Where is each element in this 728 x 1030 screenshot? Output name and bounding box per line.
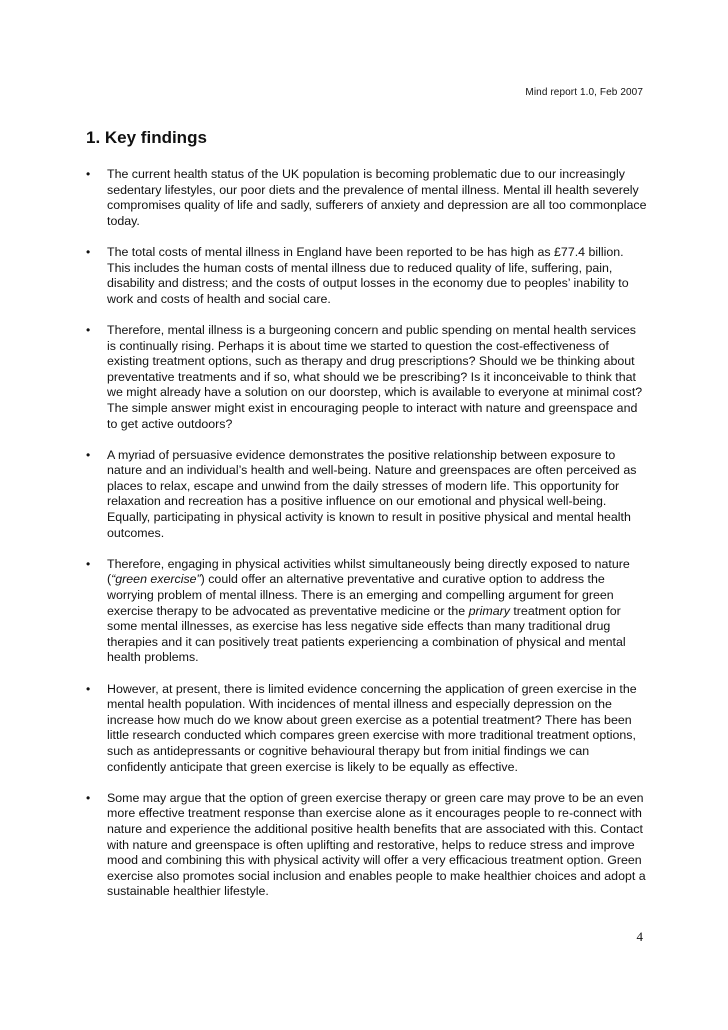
list-item: [86, 245, 648, 307]
bullet-icon: •: [86, 244, 91, 259]
section-title: 1. Key findings: [86, 128, 207, 147]
finding-text-part: Therefore, engaging in physical activities whilst simultaneously being directly exposed to nature (: [107, 556, 630, 587]
report-reference: Mind report 1.0, Feb 2007: [525, 87, 643, 98]
finding-text: A myriad of persuasive evidence demonstrates the positive relationship between exposure to nature and an individual’s health and well-being. Nature and greenspaces are often perceived as places to relax, escape and unwind from the daily stresses of modern life. This opportunity for relaxation and recreation has a positive influence on our emotional and physical well-being. Equally, participating in physical activity is known to result in positive physical and mental health outcomes.: [107, 447, 637, 540]
finding-text: Therefore, mental illness is a burgeoning concern and public spending on mental health services is continually rising. Perhaps it is about time we started to question the cost-effectiveness of existing treatment options, such as therapy and drug prescriptions? Should we be thinking about preventative treatments and if so, what should we be prescribing? Is it inconceivable to think that we might already have a solution on our doorstep, which is available to everyone at minimal cost? The simple answer might exist in encouraging people to interact with nature and greenspace and to get active outdoors?: [107, 322, 643, 431]
bullet-icon: •: [86, 681, 91, 696]
finding-text: However, at present, there is limited evidence concerning the application of green exercise in the mental health population. With incidences of mental illness and especially depression on the increase how much do we know about green exercise as a potential treatment? There has been little research conducted which compares green exercise with more traditional treatment options, such as antidepressants or cognitive behavioural therapy but from initial findings we can confidently anticipate that green exercise is likely to be equally as effective.: [107, 681, 637, 774]
finding-text-part: treatment option for some mental illnesses, as exercise has less negative side effects than many traditional drug therapies and it can positively treat patients experiencing a combination of physical and mental health problems.: [107, 603, 626, 665]
finding-text: The total costs of mental illness in England have been reported to be has high as £77.4 billion. This includes the human costs of mental illness due to reduced quality of life, suffering, pain, disability and distress; and the costs of output losses in the economy due to peoples’ inability to work and costs of health and social care.: [107, 244, 629, 306]
finding-text-part: ) could offer an alternative preventative and curative option to address the worrying problem of mental illness. There is an emerging and compelling argument for green exercise therapy to be advocated as preventative medicine or the: [107, 572, 614, 618]
list-item: [86, 682, 648, 776]
page-number: 4: [636, 929, 643, 944]
bullet-icon: •: [86, 322, 91, 337]
list-item: [86, 557, 648, 666]
primary-emphasis: primary: [468, 603, 510, 618]
finding-text: Some may argue that the option of green exercise therapy or green care may prove to be an even more effective treatment response than exercise alone as it encourages people to re-connect with nature and experience the additional positive health benefits that are associated with this. Contact with nature and greenspace is often uplifting and restorative, helps to reduce stress and improve mood and combining this with physical activity will offer a very efficacious treatment option. Green exercise also promotes social inclusion and enables people to make healthier choices and adopt a sustainable healthier lifestyle.: [107, 790, 646, 899]
key-findings-list: [86, 167, 648, 916]
bullet-icon: •: [86, 167, 91, 181]
list-item: [86, 167, 648, 229]
bullet-icon: •: [86, 447, 91, 462]
finding-text: The current health status of the UK population is becoming problematic due to our increasingly sedentary lifestyles, our poor diets and the prevalence of mental illness. Mental ill health severely compromises quality of life and sadly, sufferers of anxiety and depression are all too commonplace today.: [107, 167, 647, 228]
list-item: [86, 448, 648, 542]
green-exercise-term: “green exercise”: [111, 572, 201, 587]
list-item: [86, 323, 648, 432]
list-item: [86, 791, 648, 900]
bullet-icon: •: [86, 556, 91, 571]
bullet-icon: •: [86, 790, 91, 805]
